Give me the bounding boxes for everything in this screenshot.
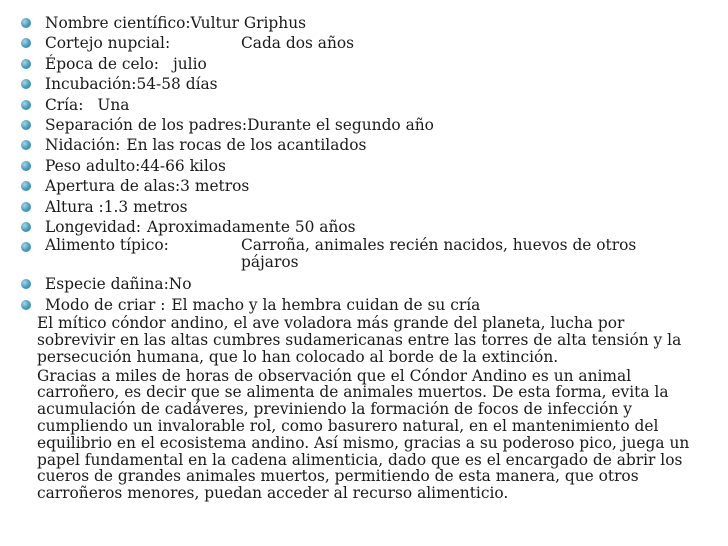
fact-item bbox=[45, 54, 728, 74]
fact-label: Longevidad: bbox=[45, 218, 142, 237]
bullet-icon bbox=[21, 120, 31, 130]
bullet-icon bbox=[21, 38, 31, 48]
fact-value: 3 metros bbox=[180, 177, 250, 196]
fact-value: El macho y la hembra cuidan de su cría bbox=[171, 295, 481, 314]
fact-item bbox=[45, 13, 728, 33]
bullet-icon bbox=[21, 242, 31, 252]
fact-item bbox=[45, 33, 728, 53]
bullet-icon bbox=[21, 161, 31, 171]
fact-item bbox=[45, 156, 728, 176]
fact-item bbox=[45, 295, 728, 315]
body-text bbox=[0, 315, 728, 502]
fact-value: 54-58 días bbox=[136, 75, 218, 94]
fact-label: Altura : bbox=[45, 197, 104, 216]
fact-item bbox=[45, 176, 728, 196]
fact-label: Cortejo nupcial: bbox=[45, 34, 171, 53]
bullet-icon bbox=[21, 18, 31, 28]
fact-label: Época de celo: bbox=[45, 54, 159, 73]
fact-value: julio bbox=[173, 54, 207, 73]
paragraph-intro: El mítico cóndor andino, el ave voladora más grande del planeta, lucha por sobrevivir en las altas cumbres sudamericanas entre las torres de alta tensión y la persecución humana, que lo han colocado al borde de la extinción. bbox=[37, 314, 682, 366]
fact-label: Cría: bbox=[45, 95, 84, 114]
fact-value: Aproximadamente 50 años bbox=[147, 218, 356, 237]
fact-value: Durante el segundo año bbox=[247, 116, 434, 135]
fact-label: Peso adulto: bbox=[45, 156, 141, 175]
fact-label: Incubación: bbox=[45, 75, 137, 94]
fact-label: Nombre científico: bbox=[45, 14, 191, 32]
fact-value: 44-66 kilos bbox=[140, 156, 226, 175]
fact-item bbox=[45, 237, 728, 274]
bullet-icon bbox=[21, 100, 31, 110]
fact-item bbox=[45, 74, 728, 94]
fact-value: 1.3 metros bbox=[103, 197, 188, 216]
bullet-icon bbox=[21, 222, 31, 232]
fact-label: Separación de los padres: bbox=[45, 116, 248, 135]
fact-value: Carroña, animales recién nacidos, huevos de otros pájaros bbox=[241, 236, 637, 272]
bullet-icon bbox=[21, 202, 31, 212]
fact-label: Especie dañina: bbox=[45, 275, 169, 294]
fact-value: Vultur Griphus bbox=[190, 14, 307, 32]
fact-item bbox=[45, 217, 728, 237]
bullet-icon bbox=[21, 140, 31, 150]
fact-value: Una bbox=[97, 95, 130, 114]
bullet-icon bbox=[21, 59, 31, 69]
bullet-icon bbox=[21, 300, 31, 310]
fact-item bbox=[45, 115, 728, 135]
fact-label: Nidación: bbox=[45, 136, 121, 155]
fact-label: Modo de criar : bbox=[45, 295, 166, 314]
bullet-icon bbox=[21, 79, 31, 89]
fact-list bbox=[0, 13, 728, 315]
fact-item bbox=[45, 274, 728, 294]
bullet-icon bbox=[21, 279, 31, 289]
fact-item bbox=[45, 135, 728, 155]
fact-value: Cada dos años bbox=[241, 34, 355, 53]
fact-label: Alimento típico: bbox=[45, 236, 169, 255]
paragraph-ecology: Gracias a miles de horas de observación que el Cóndor Andino es un animal carroñero, es decir que se alimenta de animales muertos. De esta forma, evita la acumulación de cadáveres, previniendo la formación de focos de infección y cumpliendo un invalorable rol, como basurero natural, en el mantenimiento del equilibrio en el ecosistema andino. Así mismo, gracias a su poderoso pico, juega un papel fundamental en la cadena alimenticia, dado que es el encargado de abrir los cueros de grandes animales muertos, permitiendo de esta manera, que otros carroñeros menores, puedan acceder al recurso alimenticio. bbox=[37, 366, 690, 503]
fact-label: Apertura de alas: bbox=[45, 177, 181, 196]
fact-item bbox=[45, 197, 728, 217]
fact-item bbox=[45, 95, 728, 115]
fact-value: No bbox=[168, 275, 192, 294]
bullet-icon bbox=[21, 181, 31, 191]
fact-value: En las rocas de los acantilados bbox=[126, 136, 367, 155]
